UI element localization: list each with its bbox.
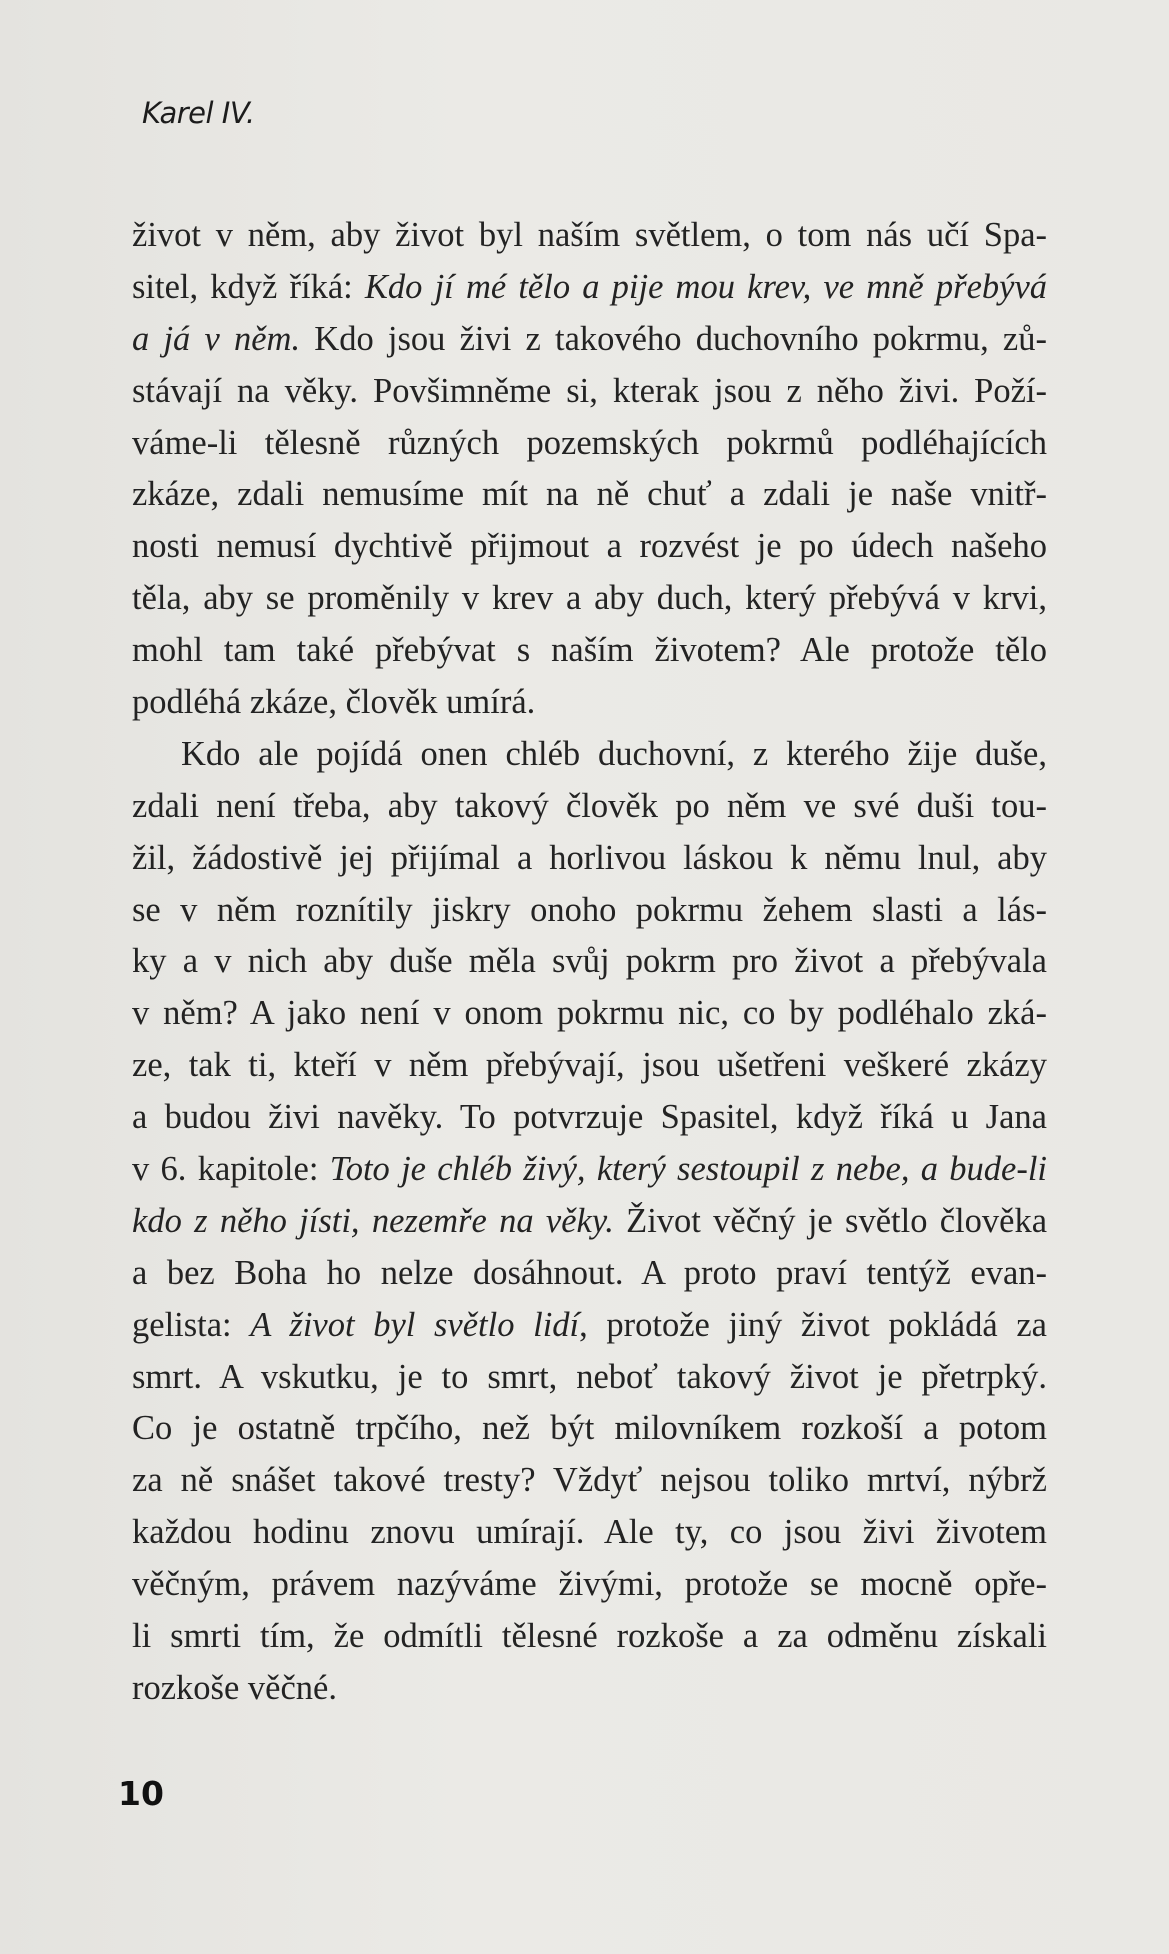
italic-quote: kdo z něho jísti, nezemře na věky. (132, 1201, 614, 1240)
text-run: těla, aby se proměnily v krev a aby duch, který přebývá v krvi, (132, 579, 1047, 618)
text-line (132, 1248, 1047, 1300)
text-line (132, 1611, 1047, 1663)
text-run: se v něm roznítily jiskry onoho pokrmu žehem slasti a lás- (132, 890, 1047, 929)
italic-quote: Kdo jí mé tělo a pije mou krev, ve mně přebývá (364, 267, 1048, 306)
italic-quote: a já v něm. (132, 319, 301, 358)
italic-quote: A život byl světlo lidí (250, 1305, 580, 1344)
text-run: každou hodinu znovu umírají. Ale ty, co jsou živi životem (132, 1513, 1047, 1552)
text-run: a budou živi navěky. To potvrzuje Spasitel, když říká u Jana (132, 1098, 1047, 1137)
text-run: za ně snášet takové tresty? Vždyť nejsou toliko mrtví, nýbrž (132, 1461, 1047, 1500)
text-line (132, 833, 1047, 885)
text-line (132, 1144, 1047, 1196)
text-run: Co je ostatně trpčího, než být milovníkem rozkoší a potom (132, 1409, 1047, 1448)
text-line (132, 1300, 1047, 1352)
text-line (132, 1092, 1047, 1144)
text-run: Kdo ale pojídá onen chléb duchovní, z kterého žije duše, (181, 734, 1047, 773)
text-run: rozkoše věčné. (132, 1668, 337, 1707)
text-run: stávají na věky. Povšimněme si, kterak jsou z něho živi. Poží- (132, 371, 1047, 410)
text-run: smrt. A vskutku, je to smrt, neboť takový život je přetrpký. (132, 1357, 1047, 1396)
text-run: , protože jiný život pokládá za (579, 1305, 1047, 1344)
italic-quote: Toto je chléb živý, který sestoupil z nebe, a bude-li (329, 1150, 1048, 1189)
text-line (132, 1663, 1047, 1715)
text-run: žil, žádostivě jej přijímal a horlivou láskou k němu lnul, aby (132, 838, 1047, 877)
text-line (132, 729, 1047, 781)
text-run: a bez Boha ho nelze dosáhnout. A proto praví tentýž evan- (132, 1253, 1047, 1292)
text-run: zdali není třeba, aby takový člověk po něm ve své duši tou- (132, 786, 1047, 825)
text-run: věčným, právem nazýváme živými, protože se mocně opře- (132, 1565, 1047, 1604)
text-line (132, 418, 1047, 470)
text-line (132, 573, 1047, 625)
text-run: život v něm, aby život byl naším světlem, o tom nás učí Spa- (132, 216, 1047, 254)
text-run: mohl tam také přebývat s naším životem? Ale protože tělo (132, 631, 1047, 670)
text-run: Život věčný je světlo člověka (613, 1201, 1048, 1240)
text-line (132, 314, 1047, 366)
text-line (132, 1352, 1047, 1404)
body-text (132, 210, 1047, 1715)
text-line (132, 366, 1047, 418)
text-run: zkáze, zdali nemusíme mít na ně chuť a zdali je naše vnitř- (132, 475, 1047, 514)
text-run: gelista: (132, 1305, 251, 1344)
text-line (132, 1196, 1047, 1248)
text-run: sitel, když říká: (132, 267, 365, 306)
text-line (132, 781, 1047, 833)
text-line (132, 469, 1047, 521)
text-run: v 6. kapitole: (132, 1150, 330, 1189)
text-run: ky a v nich aby duše měla svůj pokrm pro život a přebývala (132, 942, 1047, 981)
text-run: Kdo jsou živi z takového duchovního pokrmu, zů- (300, 319, 1047, 358)
text-line (132, 1040, 1047, 1092)
text-run: ze, tak ti, kteří v něm přebývají, jsou ušetřeni veškeré zkázy (132, 1046, 1047, 1085)
text-line (132, 677, 1047, 729)
text-line (132, 1403, 1047, 1455)
text-line (132, 936, 1047, 988)
text-line (132, 1507, 1047, 1559)
text-run: nosti nemusí dychtivě přijmout a rozvést je po údech našeho (132, 527, 1047, 566)
text-line (132, 210, 1047, 262)
text-line (132, 1559, 1047, 1611)
text-line (132, 885, 1047, 937)
text-run: podléhá zkáze, člověk umírá. (132, 683, 536, 722)
text-line (132, 1455, 1047, 1507)
text-line (132, 625, 1047, 677)
text-line (132, 521, 1047, 573)
text-line (132, 262, 1047, 314)
text-run: li smrti tím, že odmítli tělesné rozkoše a za odměnu získali (132, 1617, 1047, 1656)
text-line (132, 988, 1047, 1040)
running-head: Karel IV. (142, 96, 255, 130)
page-number: 10 (118, 1774, 164, 1813)
text-run: v něm? A jako není v onom pokrmu nic, co by podléhalo zká- (132, 994, 1047, 1033)
text-run: váme-li tělesně různých pozemských pokrmů podléhajících (132, 423, 1047, 462)
